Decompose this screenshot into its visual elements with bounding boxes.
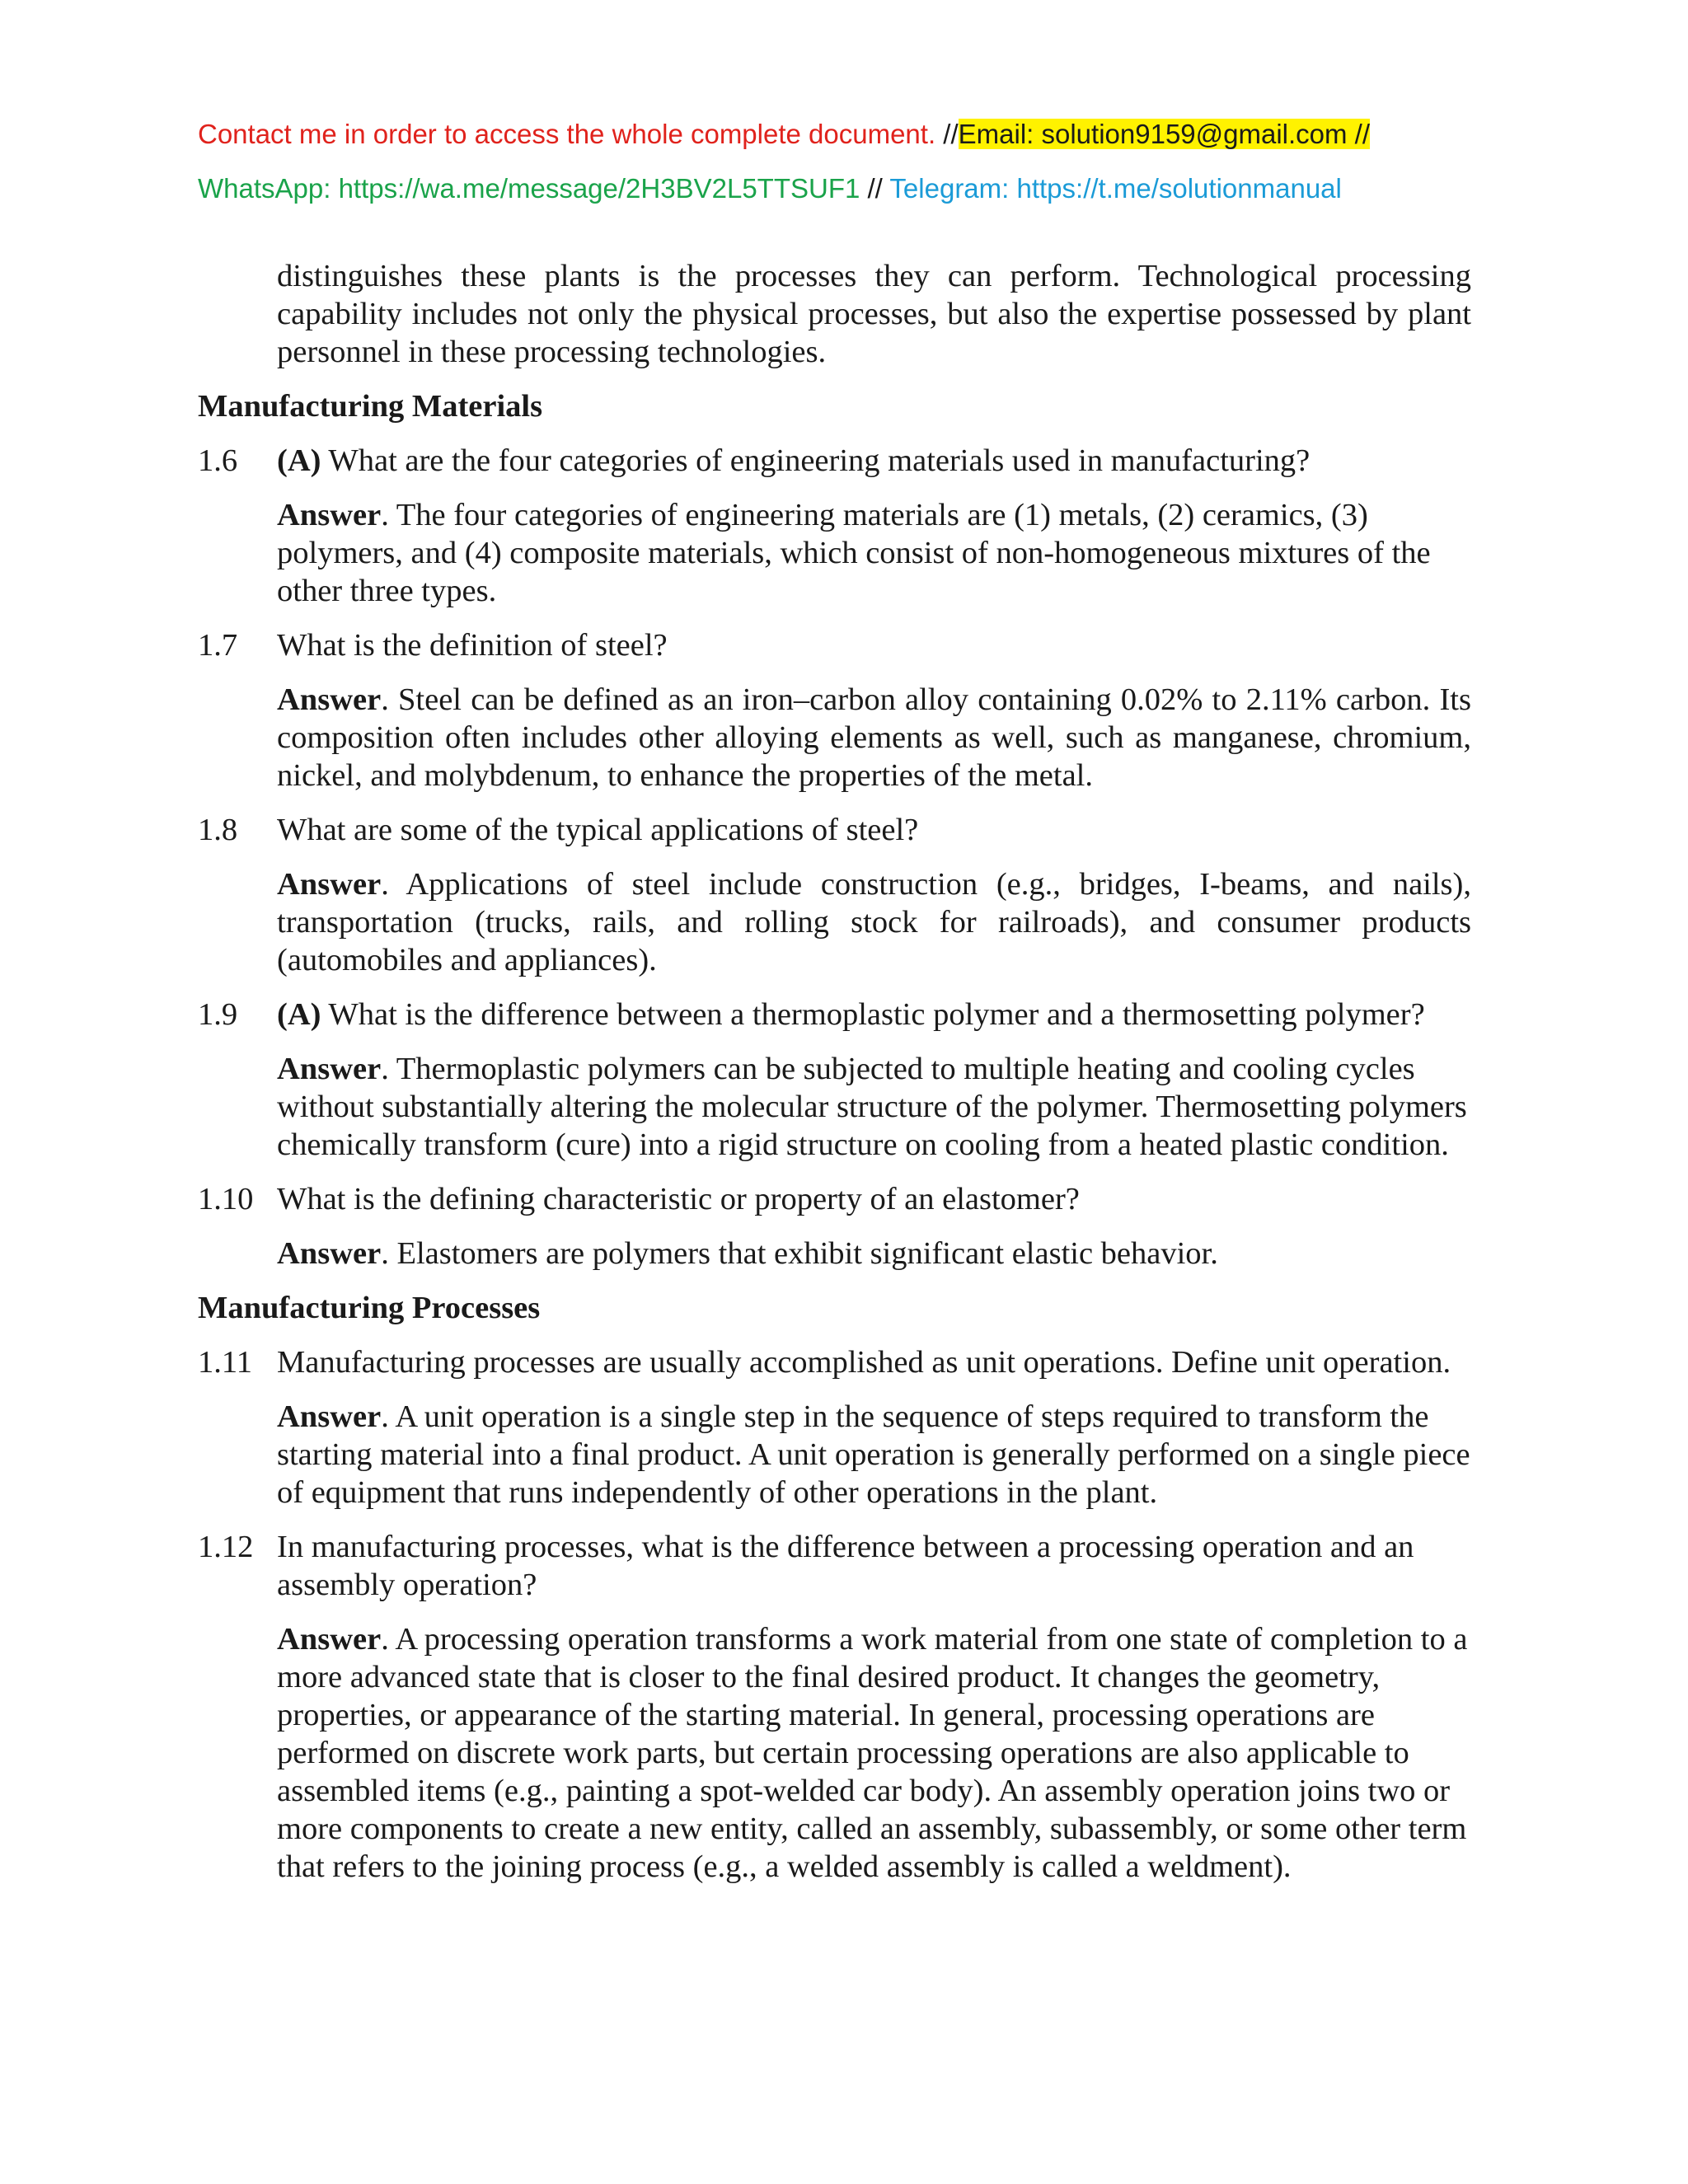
- telegram-link[interactable]: Telegram: https://t.me/solutionmanual: [889, 173, 1342, 204]
- answer-text: . Applications of steel include construction (e.g., bridges, I-beams, and nails), transportation (trucks, rails, and rolling stock for railroads), and consumer products (automobiles and appliances).: [277, 867, 1471, 977]
- answer-1-12: [277, 1620, 1471, 1886]
- question-text: [277, 442, 1471, 480]
- answer-1-11: [277, 1398, 1471, 1511]
- contact-text: Contact me in order to access the whole complete document.: [198, 119, 936, 149]
- answer-1-8: [277, 865, 1471, 979]
- answer-text: . Steel can be defined as an iron–carbon alloy containing 0.02% to 2.11% carbon. Its composition often includes other alloying elements as well, such as manganese, chromium, nickel, and molybdenum, to enhance the properties of the metal.: [277, 682, 1471, 793]
- answer-label: Answer: [277, 498, 382, 532]
- email-link[interactable]: Email: solution9159@gmail.com //: [958, 119, 1371, 149]
- document-body: [198, 257, 1471, 1886]
- answer-text: . Thermoplastic polymers can be subjected to multiple heating and cooling cycles without substantially altering the molecular structure of the polymer. Thermosetting polymers chemically transform (cure) into a rigid structure on cooling from a heated plastic condition.: [277, 1052, 1467, 1162]
- question-body: What are some of the typical applications of steel?: [277, 813, 919, 847]
- answer-label: Answer: [277, 1236, 382, 1271]
- question-body: Manufacturing processes are usually accomplished as unit operations. Define unit operation.: [277, 1345, 1451, 1380]
- question-1-7: [198, 626, 1471, 664]
- answer-text: . A unit operation is a single step in the sequence of steps required to transform the starting material into a final product. A unit operation is generally performed on a single piece of equipment that runs independently of other operations in the plant.: [277, 1399, 1470, 1510]
- answer-label: Answer: [277, 682, 382, 717]
- question-number: 1.10: [198, 1182, 254, 1216]
- question-tag: (A): [277, 997, 321, 1032]
- intro-paragraph: distinguishes these plants is the processes they can perform. Technological processing capability includes not only the physical processes, but also the expertise possessed by plant personnel in these processing technologies.: [277, 259, 1471, 369]
- contact-banner: [198, 115, 1484, 153]
- answer-1-10: [277, 1235, 1471, 1272]
- question-text: [277, 996, 1471, 1033]
- question-1-11: [198, 1343, 1471, 1381]
- section-heading-materials: Manufacturing Materials: [198, 389, 543, 424]
- answer-text: . Elastomers are polymers that exhibit significant elastic behavior.: [381, 1236, 1218, 1271]
- banner-separator: //: [935, 119, 959, 149]
- answer-label: Answer: [277, 1399, 382, 1434]
- question-1-9: [198, 996, 1471, 1033]
- question-1-8: [198, 811, 1471, 849]
- answer-label: Answer: [277, 1622, 382, 1657]
- question-number: 1.7: [198, 628, 238, 663]
- question-1-12: [198, 1528, 1471, 1604]
- question-body: What is the defining characteristic or property of an elastomer?: [277, 1182, 1080, 1216]
- answer-text: . The four categories of engineering materials are (1) metals, (2) ceramics, (3) polymers, and (4) composite materials, which consist of non-homogeneous mixtures of the other three types.: [277, 498, 1431, 608]
- question-1-6: [198, 442, 1471, 480]
- question-body: In manufacturing processes, what is the difference between a processing operation and an assembly operation?: [277, 1530, 1414, 1602]
- section-heading-processes: Manufacturing Processes: [198, 1291, 541, 1325]
- links-banner: [198, 170, 1484, 208]
- banner-separator: //: [860, 173, 890, 204]
- question-number: 1.12: [198, 1530, 254, 1564]
- question-number: 1.11: [198, 1345, 252, 1380]
- question-body: What is the definition of steel?: [277, 628, 668, 663]
- question-number: 1.9: [198, 997, 238, 1032]
- question-1-10: [198, 1180, 1471, 1218]
- question-number: 1.8: [198, 813, 238, 847]
- answer-text: . A processing operation transforms a work material from one state of completion to a more advanced state that is closer to the final desired product. It changes the geometry, properties, or appearance of the starting material. In general, processing operations are performed on discrete work parts, but certain processing operations are also applicable to assembled items (e.g., painting a spot-welded car body). An assembly operation joins two or more components to create a new entity, called an assembly, subassembly, or some other term that refers to the joining process (e.g., a welded assembly is called a weldment).: [277, 1622, 1468, 1884]
- question-tag: (A): [277, 443, 321, 478]
- question-body: What is the difference between a thermoplastic polymer and a thermosetting polymer?: [328, 997, 1425, 1032]
- answer-1-7: [277, 681, 1471, 794]
- answer-1-6: [277, 496, 1471, 610]
- answer-label: Answer: [277, 1052, 382, 1086]
- question-number: 1.6: [198, 443, 238, 478]
- answer-1-9: [277, 1050, 1471, 1164]
- whatsapp-link[interactable]: WhatsApp: https://wa.me/message/2H3BV2L5TTSUF1: [198, 173, 860, 204]
- answer-label: Answer: [277, 867, 382, 902]
- question-body: What are the four categories of engineering materials used in manufacturing?: [328, 443, 1311, 478]
